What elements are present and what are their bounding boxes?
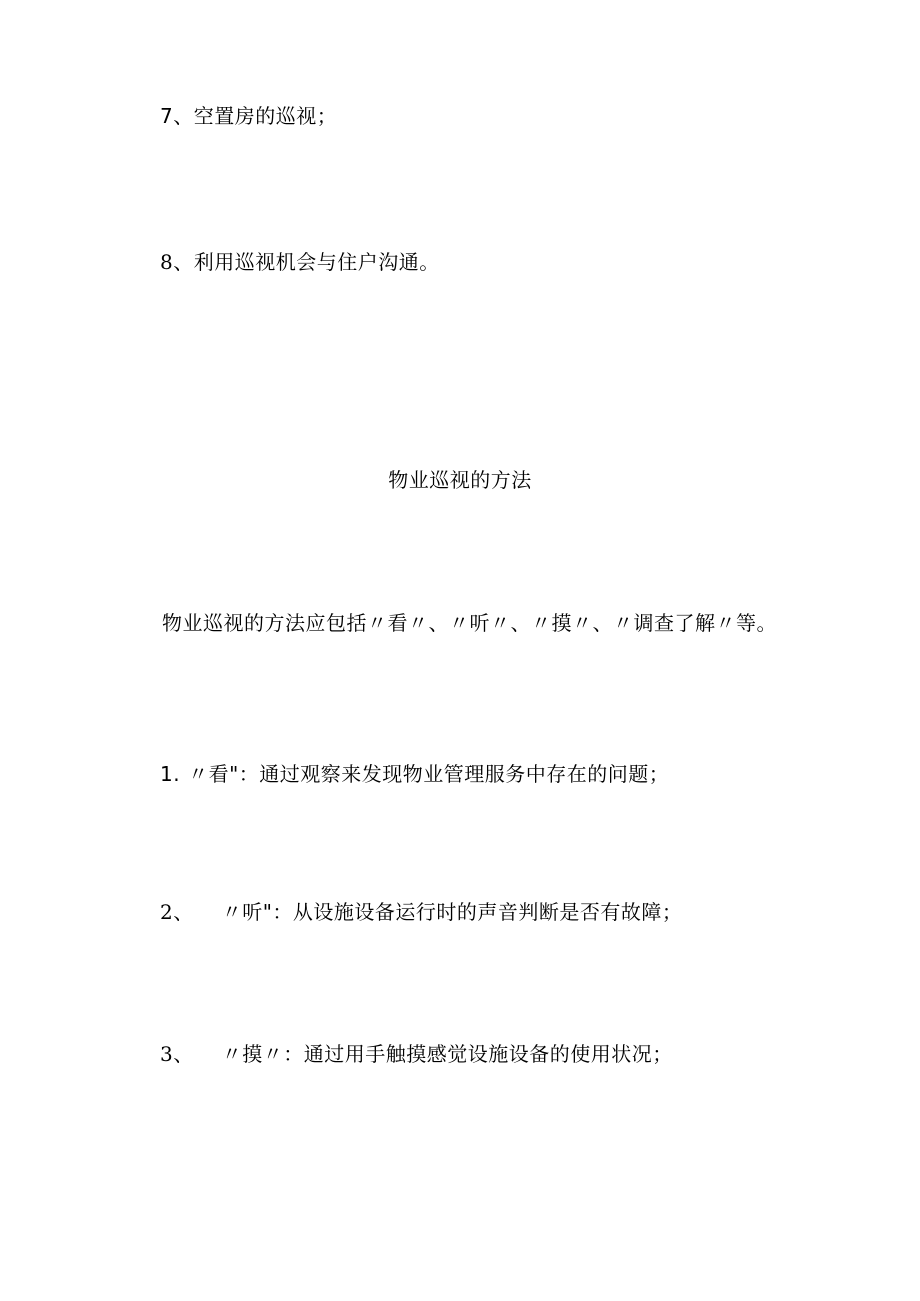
item-text: 利用巡视机会与住户沟通。 bbox=[193, 250, 440, 274]
method-item-1 bbox=[160, 760, 669, 788]
method-number: 2、 bbox=[160, 900, 194, 924]
list-item-7 bbox=[160, 102, 337, 130]
item-number: 8 bbox=[160, 250, 174, 274]
method-text: 〃看"：通过观察来发现物业管理服务中存在的问题； bbox=[188, 762, 670, 786]
item-text: 空置房的巡视； bbox=[193, 104, 338, 128]
method-number: 3、 bbox=[160, 1042, 194, 1066]
item-separator: 、 bbox=[173, 104, 194, 128]
item-number: 7 bbox=[160, 104, 174, 128]
list-item-8 bbox=[160, 248, 440, 276]
section-title: 物业巡视的方法 bbox=[388, 468, 532, 492]
method-text: 〃摸〃：通过用手触摸感觉设施设备的使用状况； bbox=[221, 1042, 673, 1066]
method-item-2 bbox=[160, 898, 682, 926]
intro-paragraph: 物业巡视的方法应包括〃看〃、〃听〃、〃摸〃、〃调查了解〃等。 bbox=[162, 611, 777, 635]
method-text: 〃听"：从设施设备运行时的声音判断是否有故障； bbox=[221, 900, 683, 924]
item-separator: 、 bbox=[173, 250, 194, 274]
method-number: 1. bbox=[160, 762, 181, 786]
method-item-3 bbox=[160, 1040, 673, 1068]
